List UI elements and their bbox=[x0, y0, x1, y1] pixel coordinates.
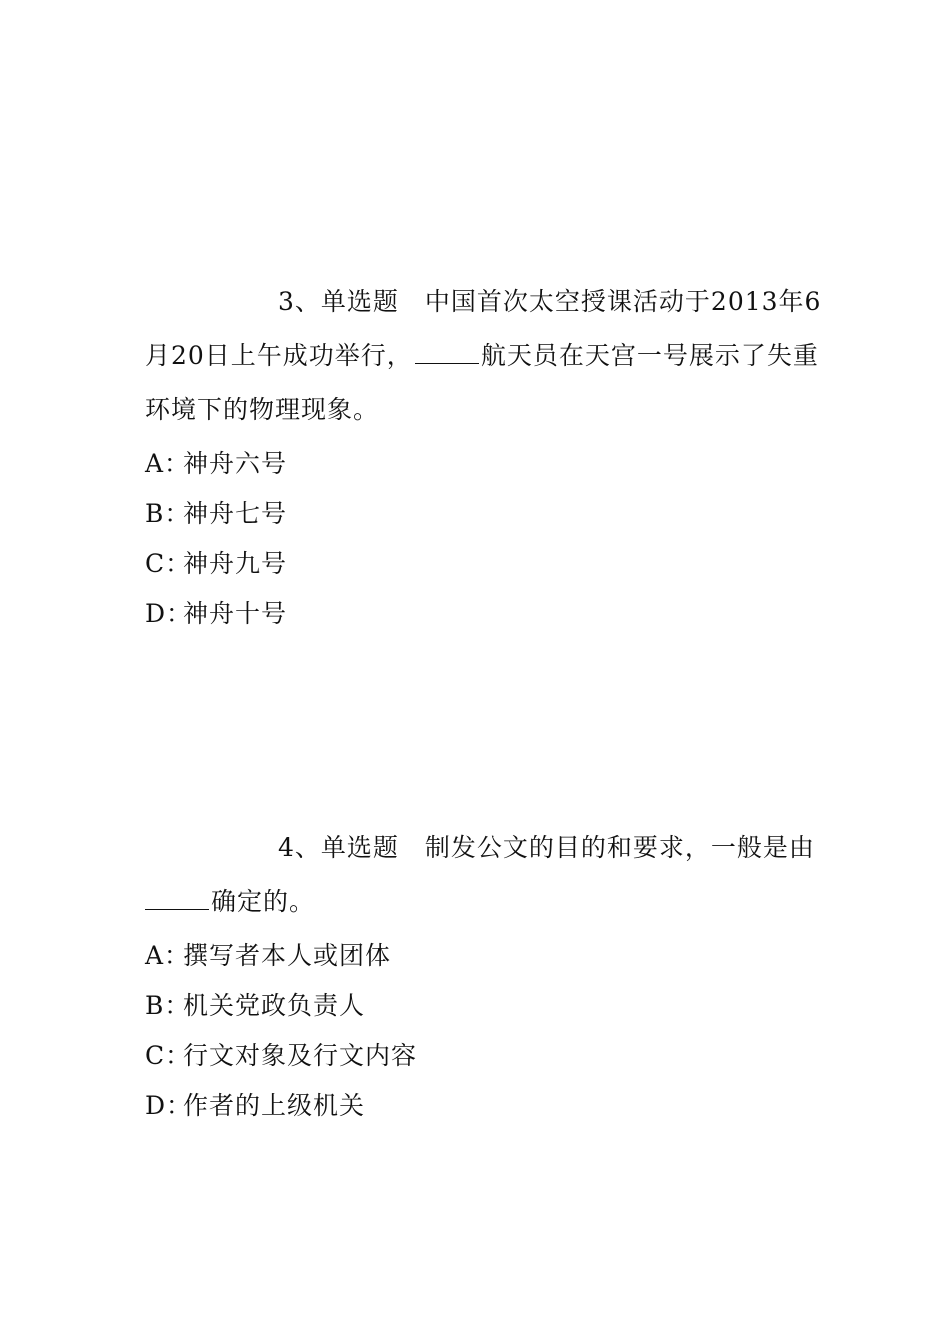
option-key: A： bbox=[145, 449, 191, 478]
question-number: 4、 bbox=[278, 833, 321, 862]
option-b bbox=[145, 986, 807, 1036]
option-d bbox=[145, 1086, 807, 1136]
option-text: 神舟六号 bbox=[183, 449, 288, 478]
question-stem-text: 月20日上午成功举行， bbox=[145, 341, 413, 370]
option-b bbox=[145, 494, 807, 544]
option-key: B： bbox=[145, 991, 191, 1020]
question-stem-text: 环境下的物理现象。 bbox=[145, 395, 380, 424]
option-a bbox=[145, 444, 807, 494]
option-text: 撰写者本人或团体 bbox=[183, 941, 392, 970]
fill-in-blank bbox=[145, 885, 209, 910]
option-key: C： bbox=[145, 549, 192, 578]
question-stem-line-3 bbox=[145, 390, 807, 444]
option-a bbox=[145, 936, 807, 986]
question-stem-text: 制发公文的目的和要求，一般是由 bbox=[424, 833, 815, 862]
option-c bbox=[145, 544, 807, 594]
question-stem-text: 确定的。 bbox=[211, 887, 316, 916]
question-type: 单选题 bbox=[320, 833, 399, 862]
question-3 bbox=[145, 282, 822, 644]
option-key: B： bbox=[145, 499, 191, 528]
option-d bbox=[145, 594, 807, 644]
option-text: 神舟十号 bbox=[183, 599, 288, 628]
option-key: C： bbox=[145, 1041, 192, 1070]
fill-in-blank bbox=[415, 339, 479, 364]
option-text: 神舟七号 bbox=[183, 499, 288, 528]
question-stem-line-1 bbox=[145, 282, 822, 336]
question-4 bbox=[145, 828, 815, 1136]
option-key: D： bbox=[145, 1091, 193, 1120]
question-stem-line-1 bbox=[145, 828, 815, 882]
option-text: 行文对象及行文内容 bbox=[183, 1041, 418, 1070]
option-c bbox=[145, 1036, 807, 1086]
question-stem-text: 中国首次太空授课活动于2013年6 bbox=[424, 287, 822, 316]
option-text: 作者的上级机关 bbox=[183, 1091, 366, 1120]
option-text: 机关党政负责人 bbox=[183, 991, 366, 1020]
question-stem-line-2 bbox=[145, 882, 807, 936]
question-stem-text: 航天员在天宫一号展示了失重 bbox=[480, 341, 819, 370]
question-type: 单选题 bbox=[320, 287, 399, 316]
option-key: D： bbox=[145, 599, 193, 628]
question-stem-line-2 bbox=[145, 336, 819, 390]
question-number: 3、 bbox=[278, 287, 321, 316]
option-text: 神舟九号 bbox=[183, 549, 288, 578]
option-key: A： bbox=[145, 941, 191, 970]
